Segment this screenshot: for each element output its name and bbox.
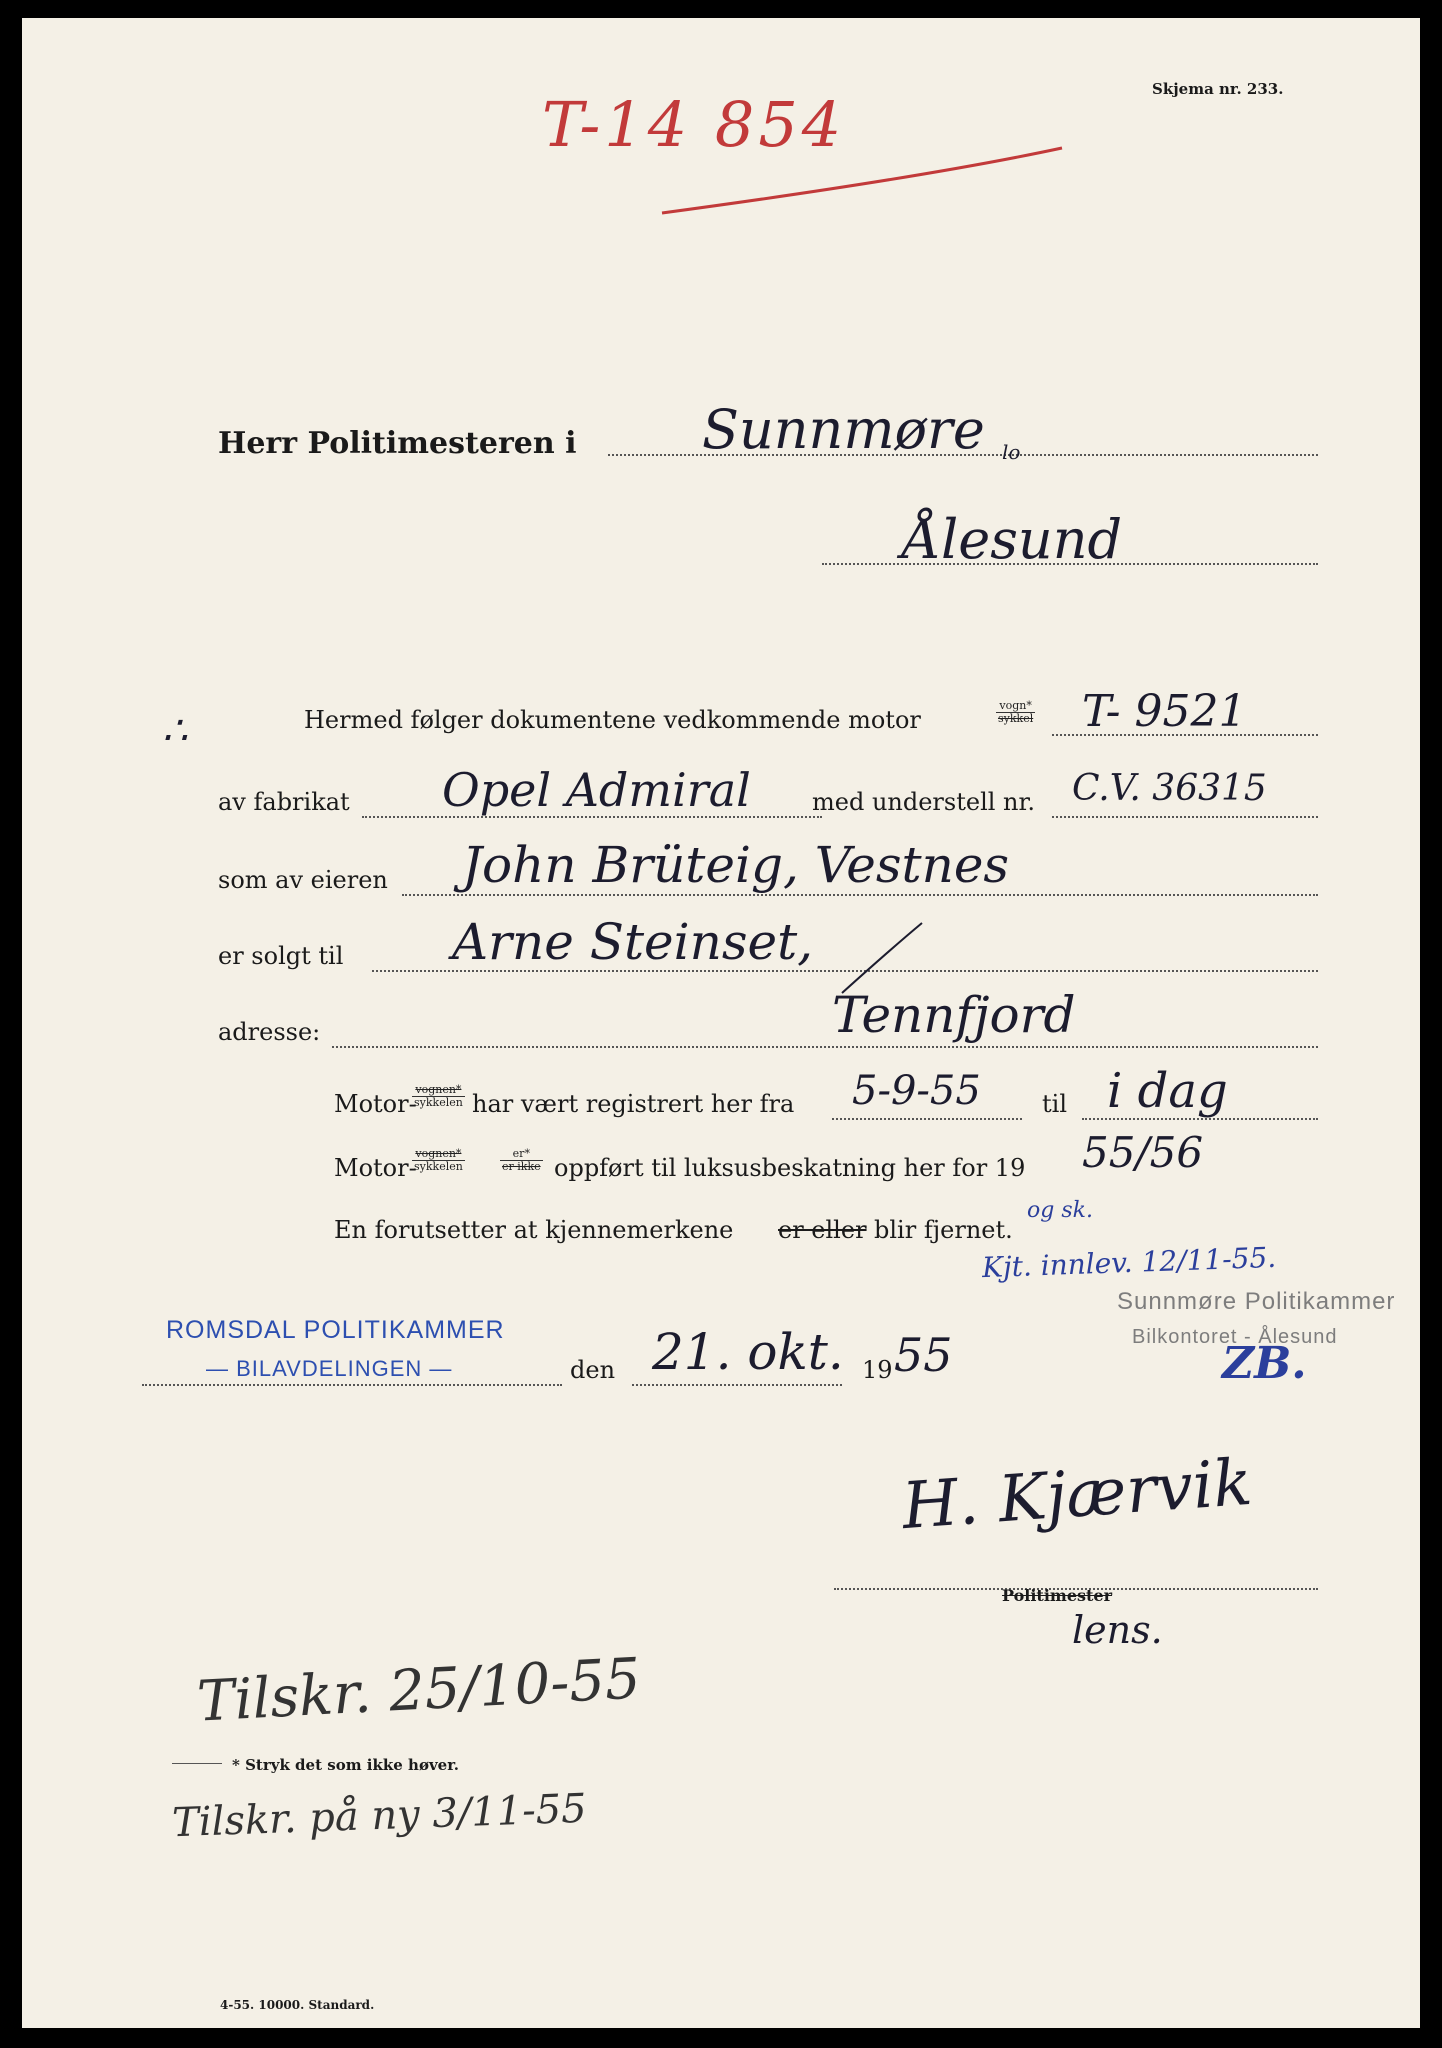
plates-text-2: blir fjernet.	[874, 1216, 1013, 1244]
vehicle-type-fraction: vogn* sykkel	[998, 699, 1034, 725]
salutation-label: Herr Politimesteren i	[218, 426, 577, 461]
buyer-label: er solgt til	[218, 942, 344, 970]
registered-to-value: i dag	[1107, 1063, 1228, 1119]
registered-from-line	[832, 1118, 1022, 1120]
case-number: T-14 854	[542, 88, 846, 161]
chassis-label: med understell nr.	[812, 788, 1035, 816]
registered-to-label: til	[1042, 1090, 1067, 1118]
tax-text: oppført til luksusbeskatning her for 19	[554, 1154, 1026, 1182]
footnote-rule	[172, 1763, 222, 1764]
address-label: adresse:	[218, 1018, 321, 1046]
note-bottom-2: Tilskr. på ny 3/11-55	[171, 1785, 588, 1847]
sunnmore-stamp-line2: Bilkontoret - Ålesund	[1132, 1326, 1338, 1348]
note-bottom-1: Tilskr. 25/10-55	[195, 1646, 643, 1735]
margin-note-extra: og sk.	[1027, 1198, 1093, 1223]
plates-strike: er eller	[778, 1216, 867, 1244]
romsdal-stamp-line2: — BILAVDELINGEN —	[206, 1356, 453, 1381]
signature-title-handwritten: lens.	[1072, 1608, 1163, 1652]
date-year-value: 55	[894, 1328, 953, 1382]
make-value: Opel Admiral	[442, 763, 751, 817]
address-value: Tennfjord	[832, 986, 1076, 1044]
form-footer: 4-55. 10000. Standard.	[220, 1998, 375, 2012]
tax-prefix: Motor-	[334, 1154, 417, 1182]
footnote: * Stryk det som ikke høver.	[232, 1756, 459, 1774]
address-line	[332, 1046, 1318, 1048]
stamp-line	[142, 1384, 562, 1386]
registered-from-value: 5-9-55	[852, 1068, 981, 1114]
owner-label: som av eieren	[218, 866, 388, 894]
year-prefix: 19	[862, 1356, 893, 1384]
chassis-line	[1052, 816, 1318, 818]
stamp-initials: ZB.	[1222, 1338, 1307, 1389]
tax-year-value: 55/56	[1082, 1128, 1204, 1177]
signature: H. Kjærvik	[899, 1445, 1255, 1545]
signature-title: Politimester	[1002, 1586, 1113, 1605]
margin-mark: ∴	[162, 708, 188, 754]
romsdal-stamp-line1: ROMSDAL POLITIKAMMER	[166, 1316, 505, 1344]
tax-vehicle-fraction: vognen* sykkelen	[414, 1147, 463, 1173]
district-suffix: lo	[1002, 440, 1021, 464]
registered-text: har vært registrert her fra	[472, 1090, 795, 1118]
sunnmore-stamp-line1: Sunnmøre Politikammer	[1117, 1288, 1396, 1315]
date-value: 21. okt.	[652, 1323, 844, 1381]
document-page	[22, 18, 1420, 2028]
chassis-value: C.V. 36315	[1072, 768, 1267, 809]
owner-value: John Brüteig, Vestnes	[462, 836, 1010, 894]
margin-note: Kjt. innlev. 12/11-55.	[981, 1240, 1277, 1285]
district-value: Sunnmøre	[702, 398, 985, 461]
date-label: den	[570, 1356, 616, 1384]
intro-text: Hermed følger dokumentene vedkommende motor	[304, 706, 921, 734]
form-number: Skjema nr. 233.	[1152, 80, 1284, 98]
registered-fraction: vognen* sykkelen	[414, 1083, 463, 1109]
date-line	[632, 1384, 842, 1386]
make-label: av fabrikat	[218, 788, 350, 816]
plates-text-1: En forutsetter at kjennemerkene	[334, 1216, 734, 1244]
buyer-stroke	[22, 18, 23, 19]
owner-line	[402, 894, 1318, 896]
tax-status-fraction: er* er ikke	[502, 1147, 541, 1173]
registered-prefix: Motor-	[334, 1090, 417, 1118]
registration-value: T- 9521	[1082, 686, 1247, 737]
city-value: Ålesund	[902, 508, 1123, 571]
buyer-value: Arne Steinset,	[452, 913, 814, 971]
